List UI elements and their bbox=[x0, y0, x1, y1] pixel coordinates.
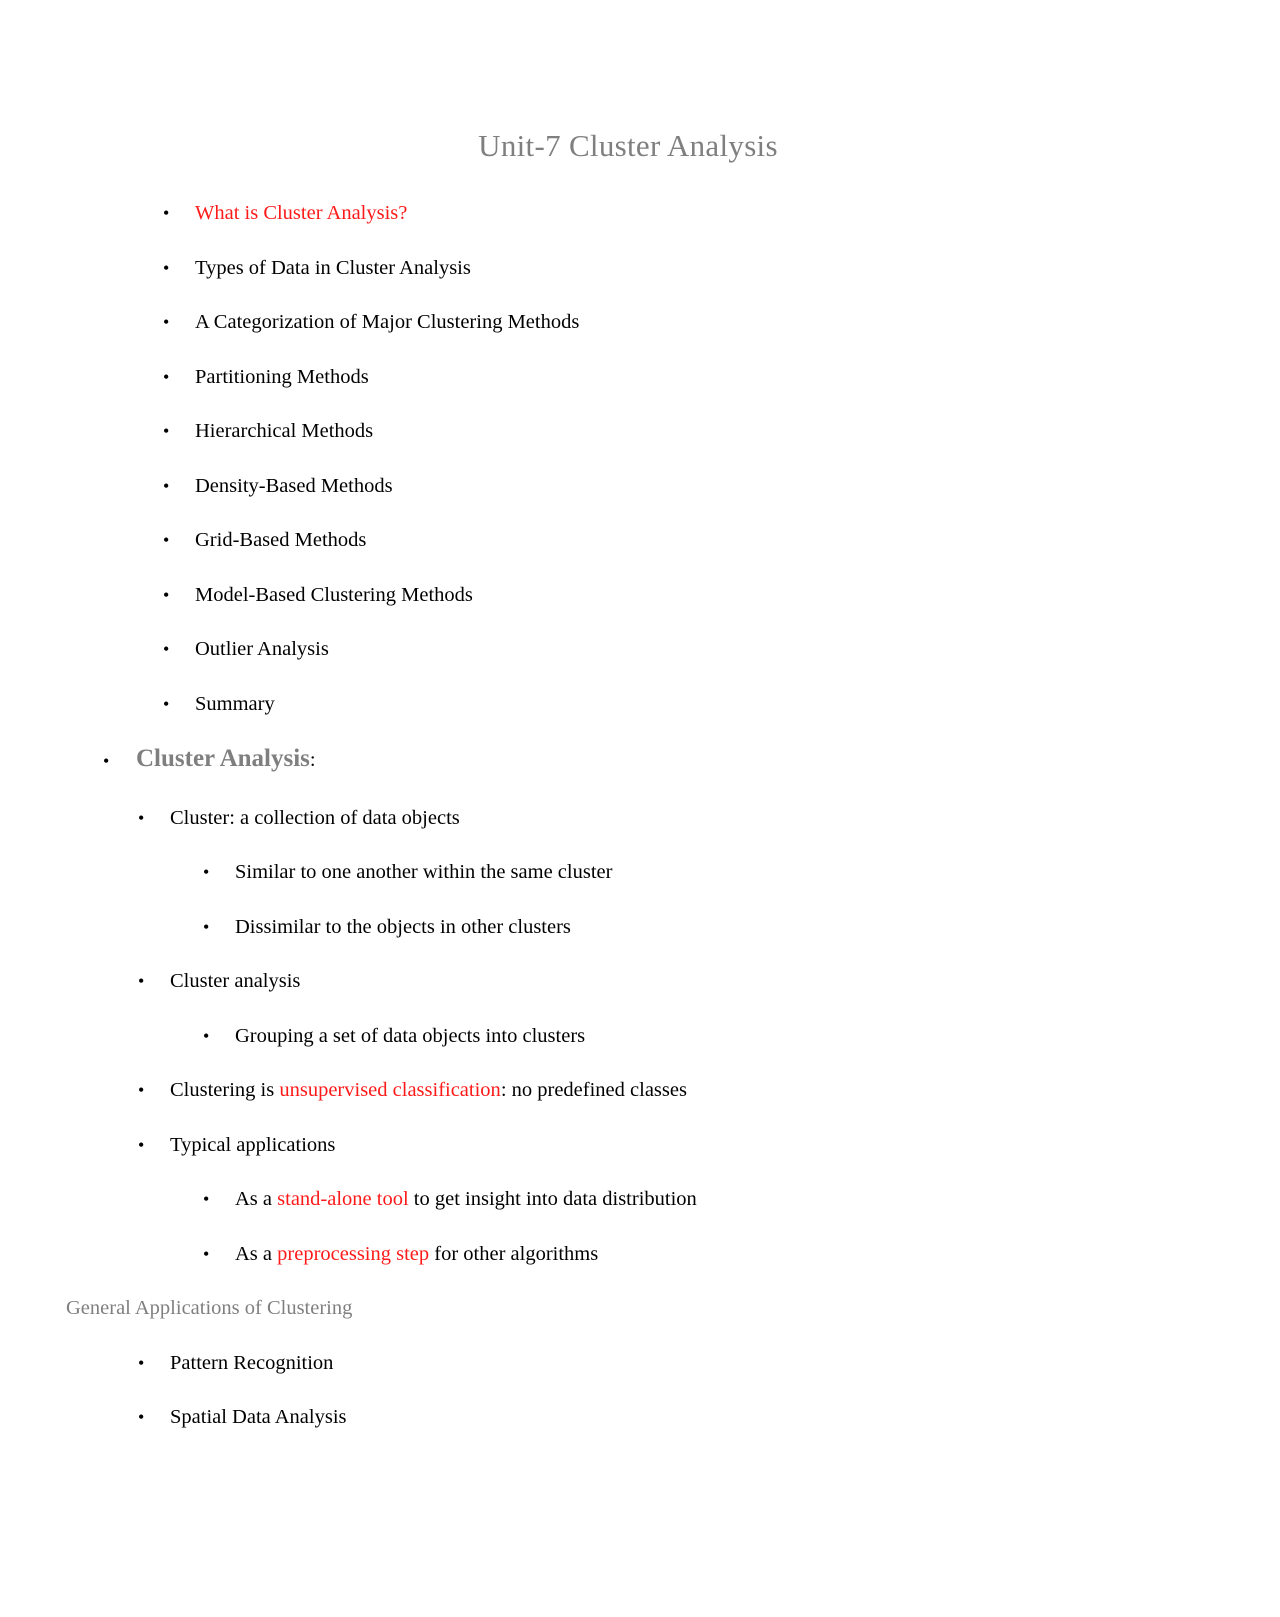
list-item: Cluster analysis bbox=[170, 970, 301, 992]
list-item: Pattern Recognition bbox=[170, 1352, 334, 1374]
list-item: Typical applications bbox=[170, 1134, 336, 1156]
highlight-text: preprocessing step bbox=[277, 1243, 430, 1265]
bullet: • bbox=[163, 639, 170, 659]
toc-item: A Categorization of Major Clustering Methods bbox=[195, 311, 580, 333]
list-item: Similar to one another within the same cluster bbox=[235, 861, 613, 883]
list-item: Spatial Data Analysis bbox=[170, 1406, 347, 1428]
toc-item: Density-Based Methods bbox=[195, 475, 393, 497]
subheading: General Applications of Clustering bbox=[66, 1297, 353, 1319]
toc-item: Partitioning Methods bbox=[195, 366, 369, 388]
section-heading bbox=[136, 745, 316, 774]
bullet: • bbox=[163, 530, 170, 550]
text-segment: for other algorithms bbox=[429, 1243, 599, 1265]
bullet: • bbox=[138, 1135, 145, 1155]
bullet: • bbox=[203, 862, 210, 882]
list-item bbox=[235, 1185, 697, 1213]
list-item bbox=[235, 1240, 598, 1268]
text-segment: As a bbox=[235, 1243, 278, 1265]
text-segment: As a bbox=[235, 1188, 278, 1210]
page-title: Unit-7 Cluster Analysis bbox=[478, 128, 778, 163]
toc-item: Outlier Analysis bbox=[195, 638, 329, 660]
section-heading-text: Cluster Analysis bbox=[136, 745, 310, 772]
toc-item: What is Cluster Analysis? bbox=[195, 202, 408, 224]
text-segment: to get insight into data distribution bbox=[408, 1188, 697, 1210]
bullet: • bbox=[138, 808, 145, 828]
bullet: • bbox=[203, 1244, 210, 1264]
bullet: • bbox=[138, 1407, 145, 1427]
bullet: • bbox=[163, 203, 170, 223]
bullet: • bbox=[103, 751, 110, 771]
text-segment: : no predefined classes bbox=[500, 1079, 687, 1101]
text-segment: Clustering is bbox=[170, 1079, 280, 1101]
bullet: • bbox=[163, 476, 170, 496]
bullet: • bbox=[203, 1189, 210, 1209]
list-item: Dissimilar to the objects in other clusters bbox=[235, 916, 571, 938]
bullet: • bbox=[163, 367, 170, 387]
toc-item: Model-Based Clustering Methods bbox=[195, 584, 473, 606]
list-item: Cluster: a collection of data objects bbox=[170, 807, 460, 829]
bullet: • bbox=[163, 694, 170, 714]
bullet: • bbox=[138, 971, 145, 991]
highlight-text: unsupervised classification bbox=[279, 1079, 501, 1101]
bullet: • bbox=[163, 258, 170, 278]
bullet: • bbox=[203, 917, 210, 937]
bullet: • bbox=[163, 585, 170, 605]
bullet: • bbox=[138, 1353, 145, 1373]
list-item bbox=[170, 1076, 687, 1104]
bullet: • bbox=[203, 1026, 210, 1046]
toc-item: Types of Data in Cluster Analysis bbox=[195, 257, 471, 279]
toc-item: Grid-Based Methods bbox=[195, 529, 367, 551]
bullet: • bbox=[163, 312, 170, 332]
bullet: • bbox=[163, 421, 170, 441]
toc-item: Hierarchical Methods bbox=[195, 420, 374, 442]
bullet: • bbox=[138, 1080, 145, 1100]
list-item: Grouping a set of data objects into clusters bbox=[235, 1025, 586, 1047]
section-heading-colon: : bbox=[309, 749, 316, 771]
highlight-text: stand-alone tool bbox=[277, 1188, 409, 1210]
toc-item: Summary bbox=[195, 693, 275, 715]
